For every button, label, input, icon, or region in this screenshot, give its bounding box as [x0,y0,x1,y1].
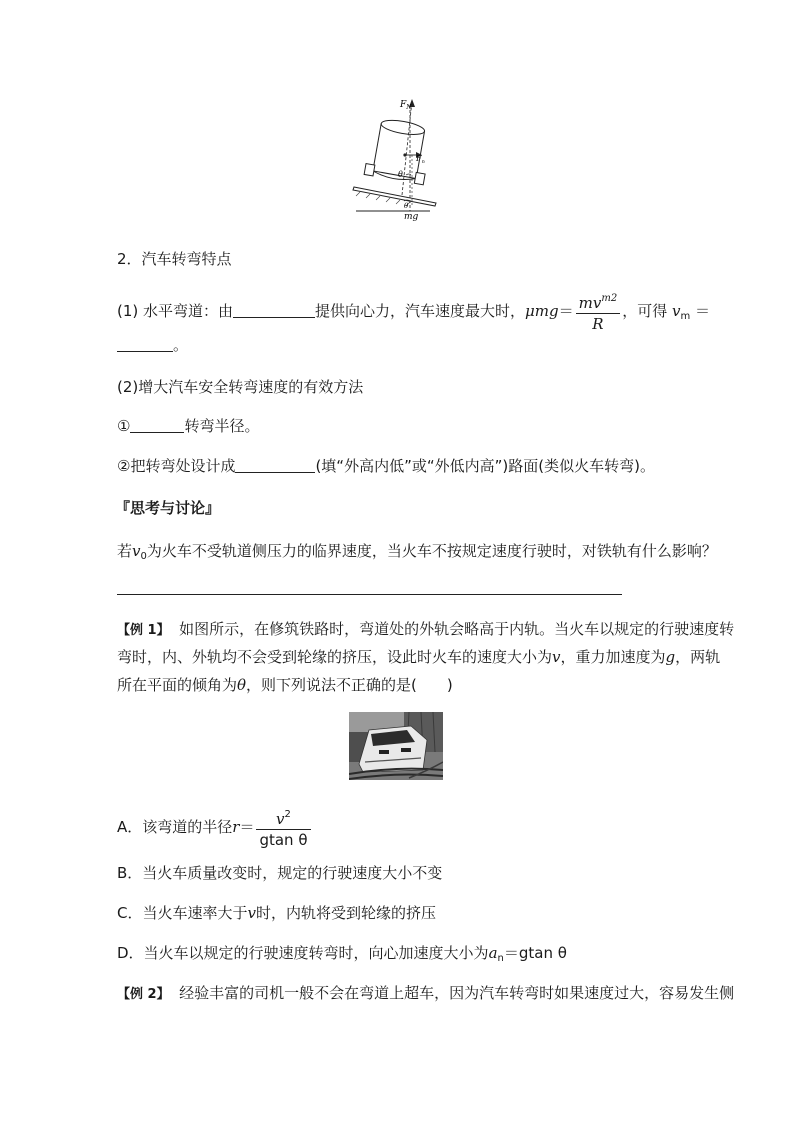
discussion-question: 若$v_0$为火车不受轨道侧压力的临界速度，当火车不按规定速度行驶时，对铁轨有什么影响？ [117,542,717,562]
label-theta: θ [398,170,403,179]
section2-item2-b [117,455,655,476]
item1-prefix: (1) 水平弯道：由 [117,302,234,320]
force-diagram [350,95,450,223]
discussion-heading: 『思考与讨论』 [115,499,221,517]
option-b[interactable]: B．当火车质量改变时，规定的行驶速度大小不变 [117,864,443,882]
item1-eq: ＝ [558,302,574,320]
blank-1 [233,303,315,318]
example2-line1: 【例 2】 经验丰富的司机一般不会在弯道上超车，因为汽车转弯时如果速度过大，容易发生侧 [117,984,735,1002]
section2-item2-heading: (2)增大汽车安全转弯速度的有效方法 [117,378,364,396]
label-fn-net: $F_n$ [416,154,425,165]
option-c[interactable]: C．当火车速率大于v时，内轨将受到轮缘的挤压 [117,904,436,922]
item1-middle: 提供向心力，汽车速度最大时， [315,302,526,320]
option-a[interactable]: A．该弯道的半径r＝ $\frac{v^2}{\text{gtan θ}}$ [117,806,313,849]
option-d[interactable]: D．当火车以规定的行驶速度转弯时，向心加速度大小为$a_n=gtan$ θ [117,944,567,964]
blank-3 [130,418,184,433]
item2a-suffix: 转弯半径。 [184,417,260,435]
label-theta-small: θ [404,202,409,210]
train-photo [349,712,443,780]
example1-line1: 【例 1】 如图所示，在修筑铁路时，弯道处的外轨会略高于内轨。当火车以规定的行驶速度转 [117,620,735,638]
section2-item1: (1) 水平弯道：由 提供向心力，汽车速度最大时，μmg＝ $\frac{mv^{m2}}{R}$ ，可得 $v_m$ ＝ [117,290,710,333]
section2-heading: 2．汽车转弯特点 [117,250,232,268]
example2-tag: 【例 2】 [117,987,170,1002]
item2a-prefix: ① [117,417,131,435]
item1-fraction: $\frac{mv^{m2}}{R}$ [576,290,621,333]
example1-line2: 弯时，内、外轨均不会受到轮缘的挤压，设此时火车的速度大小为v，重力加速度为g，两轨 [117,648,721,666]
section2-item1-line2 [117,334,188,355]
label-fn: $F_N$ [400,100,412,111]
example1-line3: 所在平面的倾角为θ，则下列说法不正确的是( ) [117,676,453,694]
example1-tag: 【例 1】 [117,623,170,638]
option-a-fraction: $\frac{v^2}{\text{gtan θ}}$ [256,806,310,849]
blank-2 [117,337,173,352]
item1-mu: μmg [525,302,559,320]
label-mg: mg [404,212,419,222]
item1-suffix: ，可得 [622,302,668,320]
section2-item2-a [117,415,259,436]
item1-vm-eq: ＝ [695,302,711,320]
item2b-prefix: ②把转弯处设计成 [117,457,236,475]
blank-4 [235,458,315,473]
item1-end: 。 [173,336,189,354]
item1-vm: v [672,302,681,320]
item2b-suffix: (填“外高内低”或“外低内高”)路面(类似火车转弯)。 [315,457,655,475]
answer-line[interactable] [117,594,622,595]
